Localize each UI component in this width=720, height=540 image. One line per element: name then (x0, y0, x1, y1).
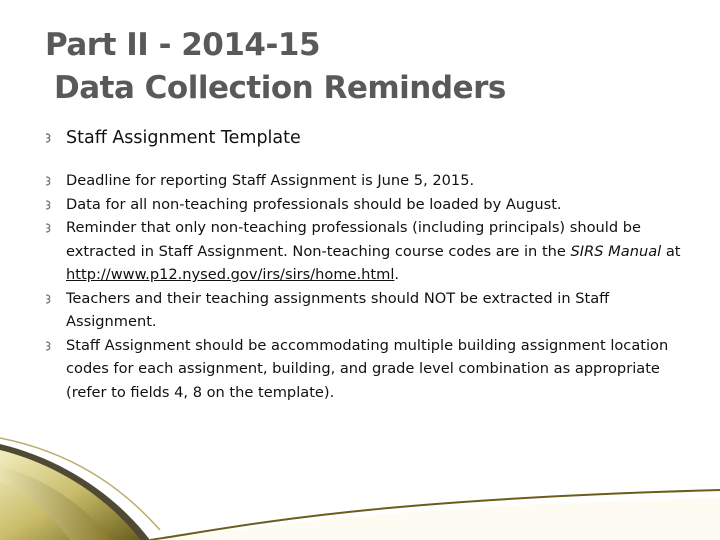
list-item-text: Teachers and their teaching assignments should NOT be extracted in Staff Assignment. (66, 289, 610, 330)
curl-bullet-icon (44, 216, 56, 240)
list-item-text-mid: at (661, 242, 681, 260)
list-item (44, 287, 694, 334)
list-item (44, 169, 694, 193)
decorative-swoosh (0, 430, 720, 540)
list-item (44, 216, 694, 287)
sirs-manual-title: SIRS Manual (570, 242, 662, 260)
title-line-2: Data Collection Reminders (54, 70, 506, 106)
curl-bullet-icon (44, 125, 56, 151)
curl-bullet-icon (44, 193, 56, 217)
list-item-text: Deadline for reporting Staff Assignment is June 5, 2015. (66, 172, 475, 189)
list-item-text-end: . (394, 266, 400, 283)
curl-bullet-icon (44, 287, 56, 311)
heading-text: Staff Assignment Template (66, 128, 301, 148)
list-item-heading (44, 125, 694, 151)
title-line-1: Part II - 2014-15 (45, 27, 321, 63)
list-item-text: Reminder that only non-teaching professionals (including principals) should be extracted in Staff Assignment. Non-teaching course codes are in the (66, 219, 641, 260)
page-title (45, 24, 685, 110)
list-item-text: Staff Assignment should be accommodating multiple building assignment location codes for each assignment, building, and grade level combination as appropriate (refer to fields 4, 8 on the template). (66, 336, 669, 401)
list-item (44, 334, 694, 405)
bullet-list (44, 125, 694, 404)
curl-bullet-icon (44, 169, 56, 193)
sirs-link[interactable]: http://www.p12.nysed.gov/irs/sirs/home.html (66, 266, 395, 283)
list-item (44, 193, 694, 217)
curl-bullet-icon (44, 334, 56, 358)
list-item-text: Data for all non-teaching professionals should be loaded by August. (66, 195, 562, 213)
